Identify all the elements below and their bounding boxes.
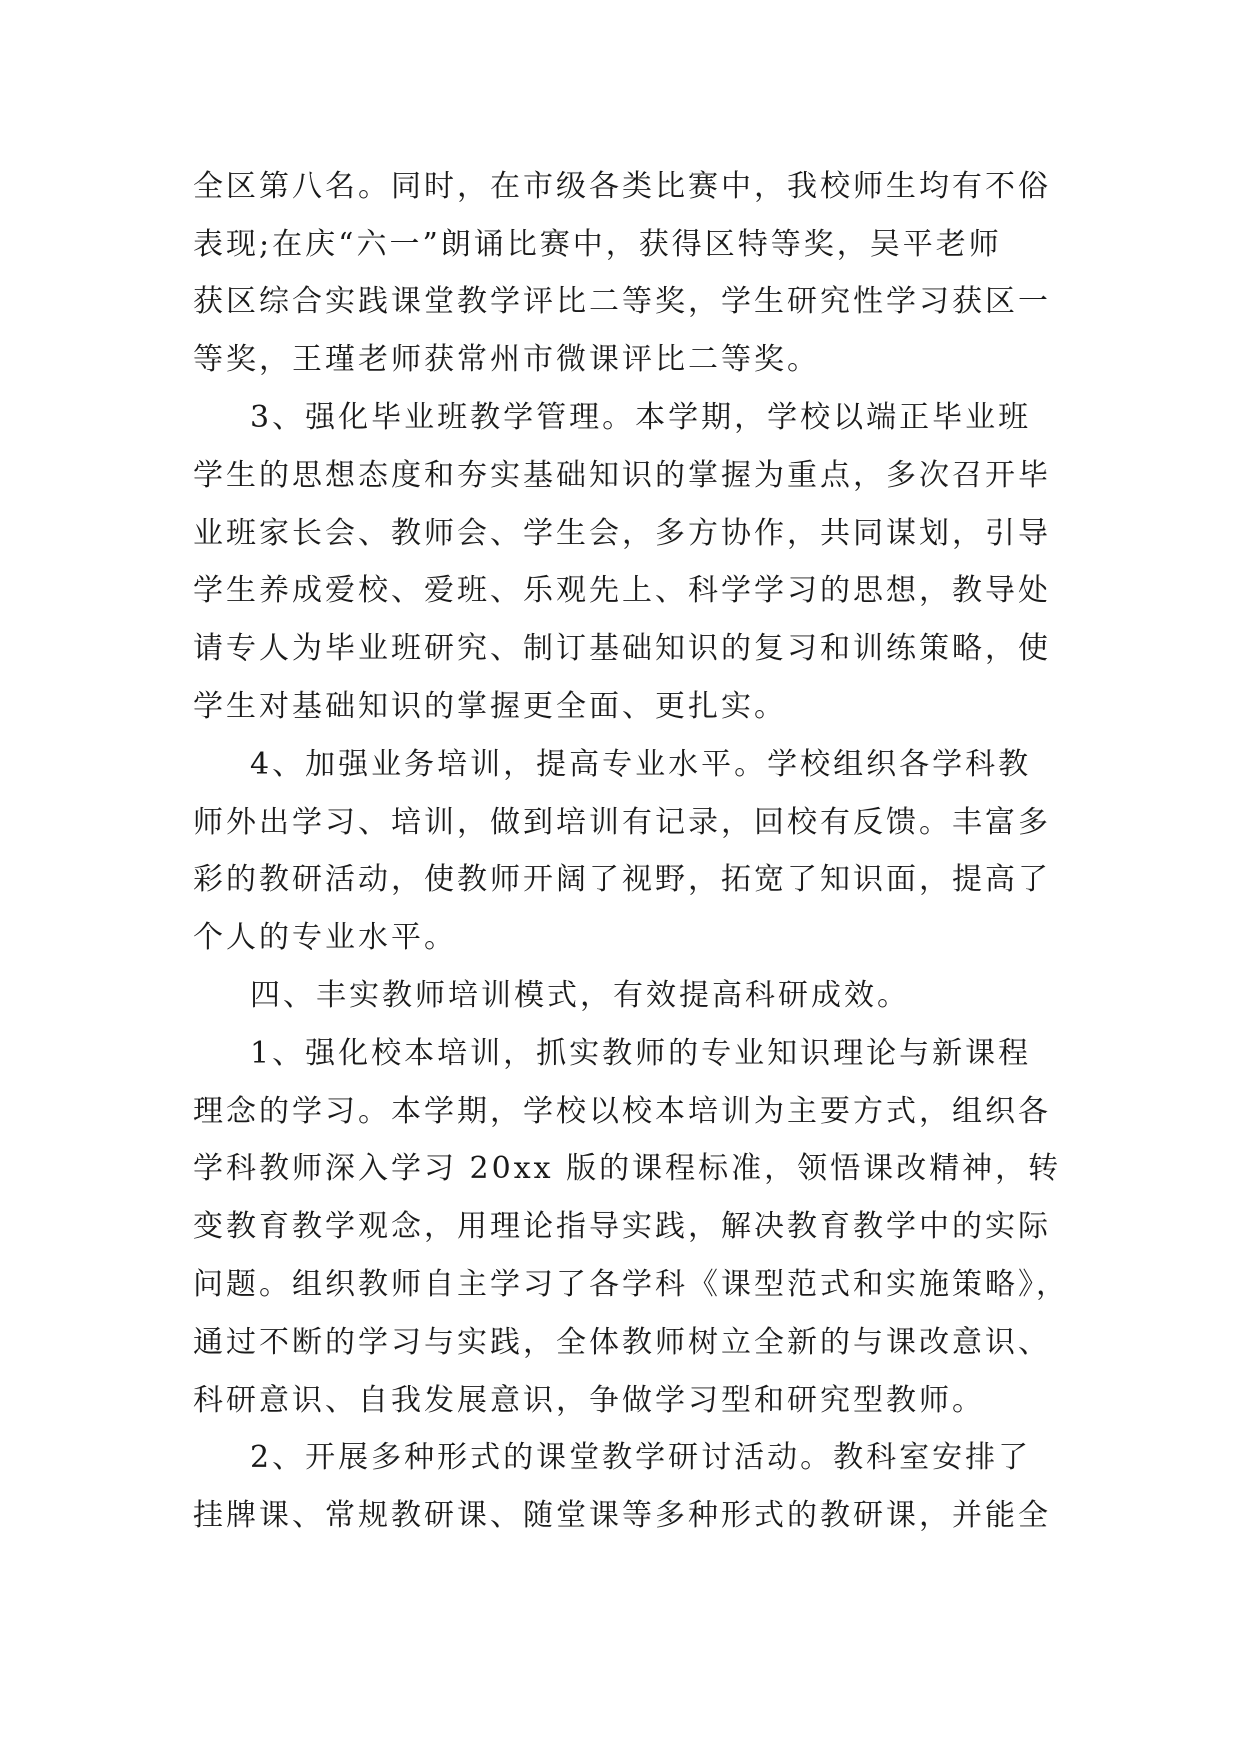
paragraph-line: 个人的专业水平。 [193,920,457,955]
paragraph-line: 请专人为毕业班研究、制订基础知识的复习和训练策略，使 [193,631,1051,666]
paragraph-line: 科研意识、自我发展意识，争做学习型和研究型教师。 [193,1383,985,1418]
section-heading: 四、丰实教师培训模式，有效提高科研成效。 [250,978,910,1013]
paragraph-line: 变教育教学观念，用理论指导实践，解决教育教学中的实际 [193,1209,1051,1244]
paragraph-line: 挂牌课、常规教研课、随堂课等多种形式的教研课，并能全 [193,1498,1051,1533]
paragraph-line: 3、强化毕业班教学管理。本学期，学校以端正毕业班 [250,400,1032,435]
paragraph-line: 学生对基础知识的掌握更全面、更扎实。 [193,689,787,724]
paragraph-line: 学科教师深入学习 20xx 版的课程标准，领悟课改精神，转 [193,1151,1062,1186]
paragraph-line: 学生的思想态度和夯实基础知识的掌握为重点，多次召开毕 [193,458,1051,493]
paragraph-line: 1、强化校本培训，抓实教师的专业知识理论与新课程 [250,1036,1032,1071]
paragraph-line: 2、开展多种形式的课堂教学研讨活动。教科室安排了 [250,1440,1032,1475]
paragraph-line: 理念的学习。本学期，学校以校本培训为主要方式，组织各 [193,1094,1051,1129]
paragraph-line: 问题。组织教师自主学习了各学科《课型范式和实施策略》， [193,1267,1069,1302]
paragraph-line: 等奖，王瑾老师获常州市微课评比二等奖。 [193,342,820,377]
paragraph-line: 通过不断的学习与实践，全体教师树立全新的与课改意识、 [193,1325,1051,1360]
paragraph-line: 全区第八名。同时，在市级各类比赛中，我校师生均有不俗 [193,169,1051,204]
paragraph-line: 4、加强业务培训，提高专业水平。学校组织各学科教 [250,747,1032,782]
paragraph-line: 业班家长会、教师会、学生会，多方协作，共同谋划，引导 [193,516,1051,551]
paragraph-line: 表现;在庆“六一”朗诵比赛中，获得区特等奖，吴平老师 [193,227,1002,262]
paragraph-line: 学生养成爱校、爱班、乐观先上、科学学习的思想，教导处 [193,573,1051,608]
paragraph-line: 获区综合实践课堂教学评比二等奖，学生研究性学习获区一 [193,284,1051,319]
paragraph-line: 师外出学习、培训，做到培训有记录，回校有反馈。丰富多 [193,805,1051,840]
paragraph-line: 彩的教研活动，使教师开阔了视野，拓宽了知识面，提高了 [193,862,1051,897]
